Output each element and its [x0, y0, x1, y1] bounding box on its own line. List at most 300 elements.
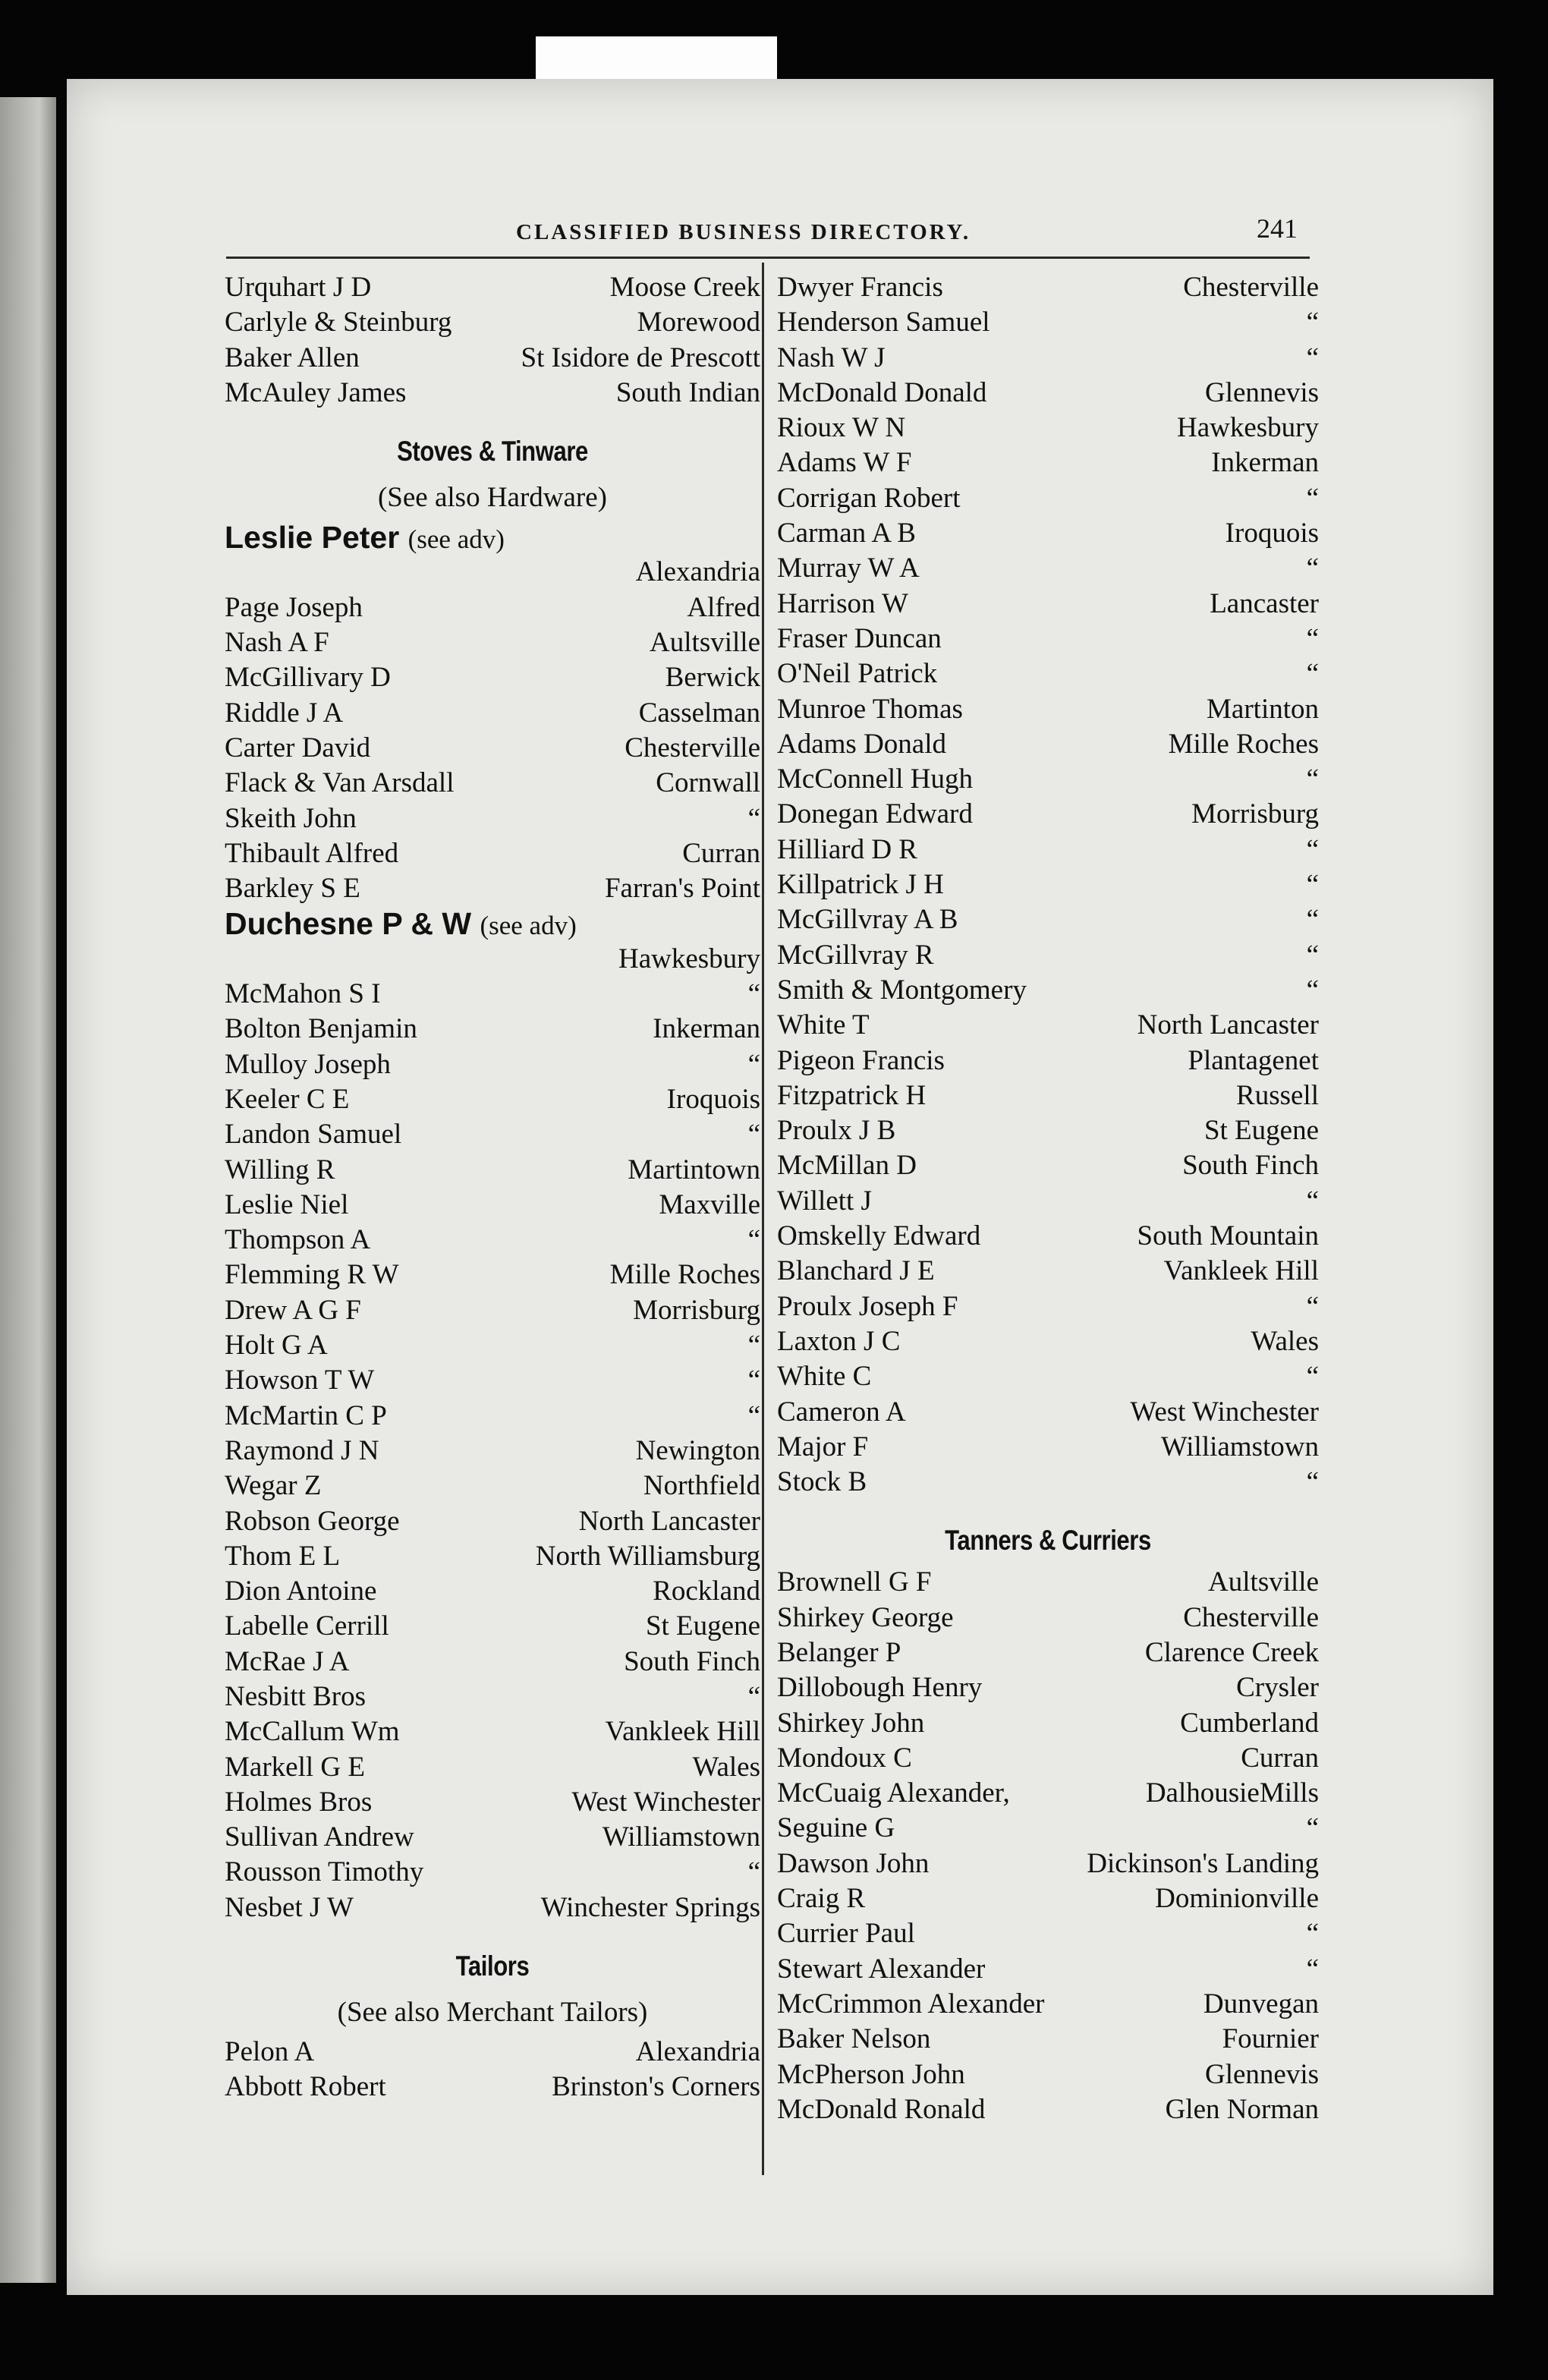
directory-entry [777, 1219, 1319, 1254]
entry-name: Sullivan Andrew [225, 1821, 414, 1853]
entry-place: Aultsville [650, 627, 760, 659]
entry-place: Curran [1241, 1742, 1319, 1774]
entry-place: Farran's Point [604, 873, 760, 905]
entry-place: Maxville [659, 1188, 760, 1220]
entry-name: McGillvray A B [777, 904, 958, 936]
entry-place: Mille Roches [609, 1259, 760, 1291]
entry-place: Cornwall [656, 767, 760, 799]
entry-name: Flemming R W [225, 1259, 399, 1291]
directory-entry [777, 762, 1319, 797]
entry-name: Mulloy Joseph [225, 1048, 391, 1080]
entry-place: Fournier [1222, 2023, 1319, 2055]
entry-place: Dunvegan [1203, 1988, 1319, 2020]
entry-name: Willett J [777, 1185, 872, 1217]
entry-place: Morrisburg [633, 1294, 760, 1326]
entry-name: Abbott Robert [225, 2071, 386, 2103]
entry-name: Carman A B [777, 518, 916, 549]
entry-name: McGillvray R [777, 939, 934, 971]
directory-entry [225, 1714, 760, 1749]
directory-entry [777, 516, 1319, 551]
entry-name: Henderson Samuel [777, 307, 990, 338]
entry-place: West Winchester [1130, 1396, 1319, 1428]
entry-place: Hawkesbury [618, 943, 760, 974]
entry-name: McMartin C P [225, 1399, 387, 1431]
entry-name: Dwyer Francis [777, 272, 943, 303]
directory-entry [777, 411, 1319, 445]
entry-name: Mondoux C [777, 1742, 912, 1774]
entry-place: Inkerman [653, 1013, 760, 1045]
entry-name: Pelon A [225, 2036, 315, 2068]
tanners-entries [777, 1565, 1319, 2127]
entry-name: McConnell Hugh [777, 763, 973, 795]
directory-entry [225, 871, 760, 906]
entry-place: “ [1306, 658, 1319, 690]
directory-entry [225, 1153, 760, 1188]
directory-entry [225, 1680, 760, 1714]
entry-name: Carter David [225, 732, 371, 763]
entry-place: “ [1306, 1953, 1319, 1985]
entry-place: Curran [682, 837, 760, 869]
entry-place: North Williamsburg [535, 1540, 760, 1572]
tailors-entries [225, 2035, 760, 2105]
entry-name: McCuaig Alexander, [777, 1777, 1010, 1809]
entry-place: St Isidore de Prescott [521, 342, 760, 373]
directory-entry [225, 1293, 760, 1328]
directory-entry [777, 797, 1319, 832]
entry-place: West Winchester [571, 1786, 760, 1818]
entry-name: Laxton J C [777, 1325, 901, 1357]
directory-entry [225, 1012, 760, 1047]
directory-entry [225, 2035, 760, 2070]
entry-name: Cameron A [777, 1396, 906, 1428]
entry-name: White T [777, 1009, 870, 1041]
section-heading-tailors: Tailors [455, 1950, 530, 1982]
entry-name: Pigeon Francis [777, 1044, 945, 1076]
entry-place: “ [1306, 1918, 1319, 1950]
entry-place: Glen Norman [1165, 2093, 1319, 2125]
entry-place: North Lancaster [578, 1505, 760, 1537]
entry-name: Duchesne P & W [225, 906, 472, 942]
tailors-continued [777, 270, 1319, 1500]
directory-entry [777, 1289, 1319, 1324]
entry-name: Nesbet J W [225, 1891, 354, 1923]
directory-entry [225, 1574, 760, 1609]
entry-place: “ [1306, 939, 1319, 971]
entry-place: Brinston's Corners [552, 2071, 760, 2103]
entry-place: Rockland [653, 1576, 760, 1607]
see-also-hardware: (See also Hardware) [377, 482, 608, 514]
directory-entry [777, 1846, 1319, 1881]
entry-name: Nash W J [777, 342, 886, 373]
directory-entry [777, 551, 1319, 586]
entry-name: Baker Nelson [777, 2023, 931, 2055]
entry-place: “ [747, 1048, 760, 1080]
entry-place: North Lancaster [1137, 1009, 1319, 1041]
entry-name: Fitzpatrick H [777, 1079, 927, 1111]
entry-name: Harrison W [777, 587, 908, 619]
directory-entry [777, 727, 1319, 762]
see-also-merchant-tailors: (See also Merchant Tailors) [337, 1997, 648, 2029]
entry-leslie-peter [225, 520, 760, 555]
entry-name: McGillivary D [225, 662, 391, 694]
directory-entry [777, 656, 1319, 691]
directory-entry [777, 587, 1319, 622]
entry-name: Murray W A [777, 552, 920, 584]
entry-name: Flack & Van Arsdall [225, 767, 455, 799]
directory-entry [777, 2057, 1319, 2092]
directory-entry [777, 1430, 1319, 1465]
entry-place: Casselman [638, 697, 760, 729]
entry-name: Dawson John [777, 1847, 930, 1879]
entry-name: Barkley S E [225, 873, 360, 905]
directory-entry [225, 1117, 760, 1152]
entry-place: Chesterville [625, 732, 760, 763]
directory-entry [777, 445, 1319, 480]
entry-place: “ [1306, 1812, 1319, 1844]
entry-place: Chesterville [1183, 272, 1319, 303]
entry-place: DalhousieMills [1145, 1777, 1319, 1809]
header-rule [226, 257, 1310, 259]
directory-entry [777, 1184, 1319, 1219]
directory-entry [225, 696, 760, 731]
directory-entry [777, 1565, 1319, 1600]
entry-name: Thom E L [225, 1540, 341, 1572]
directory-entry [225, 1890, 760, 1925]
entry-place: “ [1306, 763, 1319, 795]
directory-entry [777, 1987, 1319, 2022]
directory-entry [777, 938, 1319, 973]
entry-name: Riddle J A [225, 697, 344, 729]
entry-place: “ [1306, 1290, 1319, 1322]
entry-name: Shirkey George [777, 1601, 954, 1633]
entry-name: Carlyle & Steinburg [225, 307, 452, 338]
entry-place: “ [1306, 833, 1319, 865]
entry-name: Wegar Z [225, 1470, 322, 1502]
directory-entry [225, 1363, 760, 1398]
directory-entry [777, 2022, 1319, 2057]
directory-entry [777, 1881, 1319, 1916]
entry-place: Lancaster [1210, 587, 1319, 619]
entry-place: “ [747, 1399, 760, 1431]
directory-entry [225, 766, 760, 801]
entry-name: Rousson Timothy [225, 1856, 424, 1888]
entry-name: Omskelly Edward [777, 1220, 981, 1252]
entry-place: “ [1306, 307, 1319, 338]
directory-entry [777, 2092, 1319, 2127]
directory-entry [777, 973, 1319, 1008]
entry-place: Dickinson's Landing [1087, 1847, 1319, 1879]
directory-entry [777, 1670, 1319, 1705]
entry-name: Proulx J B [777, 1115, 896, 1147]
entry-place: Morewood [637, 307, 760, 338]
entry-place: Cumberland [1180, 1707, 1319, 1739]
directory-entry [777, 376, 1319, 411]
directory-entry [777, 1776, 1319, 1811]
entry-name: Labelle Cerrill [225, 1610, 389, 1642]
entry-place: “ [747, 802, 760, 834]
entry-place: “ [747, 1365, 760, 1396]
entry-place: Hawkesbury [1176, 412, 1319, 444]
entry-place: Berwick [665, 662, 760, 694]
entry-place: St Eugene [1203, 1115, 1319, 1147]
entry-place: South Mountain [1137, 1220, 1319, 1252]
entry-place: Alexandria [635, 2036, 760, 2068]
directory-entry [225, 2070, 760, 2105]
entry-name: McAuley James [225, 376, 407, 408]
directory-entry [777, 1359, 1319, 1394]
entry-name: Leslie Peter [225, 520, 400, 556]
entry-place: Newington [635, 1434, 760, 1466]
directory-entry [777, 1601, 1319, 1635]
entry-name: Nesbitt Bros [225, 1680, 367, 1712]
entry-place: “ [1306, 622, 1319, 654]
entry-place: “ [1306, 342, 1319, 373]
running-head: CLASSIFIED BUSINESS DIRECTORY. [516, 220, 971, 244]
directory-entry [777, 1148, 1319, 1183]
right-column [777, 270, 1319, 2127]
entry-place: Clarence Creek [1144, 1636, 1319, 1668]
directory-entry [225, 1047, 760, 1082]
paper-tab [536, 36, 777, 79]
entry-name: Bolton Benjamin [225, 1013, 417, 1045]
entry-place: “ [1306, 482, 1319, 514]
directory-entry [225, 977, 760, 1012]
top-entries [225, 270, 760, 411]
directory-entry [777, 1741, 1319, 1776]
entry-place: Vankleek Hill [1163, 1255, 1319, 1287]
directory-entry [225, 836, 760, 871]
directory-entry [777, 902, 1319, 937]
entry-place: Martintown [628, 1154, 760, 1185]
entry-name: Brownell G F [777, 1566, 932, 1598]
entry-name: McMahon S I [225, 978, 381, 1010]
entry-name: Page Joseph [225, 591, 363, 623]
section-heading-stoves: Stoves & Tinware [397, 436, 588, 468]
entry-place: Alfred [687, 591, 760, 623]
directory-entry [777, 1324, 1319, 1359]
facing-page-edge [0, 97, 56, 2283]
directory-entry [225, 1504, 760, 1539]
entry-place: Northfield [643, 1470, 760, 1502]
entry-place: “ [747, 1119, 760, 1151]
entry-place: “ [1306, 1185, 1319, 1217]
directory-entry [777, 1706, 1319, 1741]
directory-entry [225, 660, 760, 695]
directory-entry [225, 1328, 760, 1363]
entry-name: Robson George [225, 1505, 400, 1537]
entry-name: Thompson A [225, 1224, 371, 1256]
entry-place: “ [1306, 869, 1319, 901]
entry-place: Inkerman [1211, 447, 1319, 479]
see-adv-note: (see adv) [480, 911, 577, 941]
entry-name: Killpatrick J H [777, 869, 944, 901]
directory-entry [777, 1113, 1319, 1148]
entry-place: Russell [1236, 1079, 1319, 1111]
entry-place: Williamstown [602, 1821, 760, 1853]
entry-name: McRae J A [225, 1645, 350, 1677]
entry-name: Major F [777, 1431, 869, 1462]
entry-place: St Eugene [645, 1610, 760, 1642]
entry-name: Holt G A [225, 1330, 328, 1362]
entry-place: South Finch [624, 1645, 760, 1677]
entry-name: Seguine G [777, 1812, 895, 1844]
entry-name: McDonald Ronald [777, 2093, 986, 2125]
directory-entry [777, 1078, 1319, 1113]
directory-entry [225, 1645, 760, 1680]
entry-place: Moose Creek [609, 272, 760, 303]
see-adv-note: (see adv) [407, 524, 505, 555]
entry-place: Wales [692, 1751, 760, 1783]
directory-entry [777, 1044, 1319, 1078]
entry-name: Stock B [777, 1466, 867, 1498]
entry-name: Hilliard D R [777, 833, 917, 865]
entry-place: “ [747, 1680, 760, 1712]
directory-entry [225, 590, 760, 625]
directory-entry [225, 270, 760, 305]
entry-name: Landon Samuel [225, 1119, 402, 1151]
directory-entry [225, 1855, 760, 1890]
entry-place: “ [1306, 974, 1319, 1006]
page-number: 241 [1257, 213, 1298, 244]
directory-entry [777, 833, 1319, 867]
directory-entry [225, 1785, 760, 1820]
entry-name: Skeith John [225, 802, 357, 834]
directory-entry [225, 1539, 760, 1574]
entry-name: Rioux W N [777, 412, 906, 444]
directory-entry [225, 1223, 760, 1258]
entry-name: White C [777, 1361, 872, 1393]
entry-name: Leslie Niel [225, 1188, 349, 1220]
entry-name: Proulx Joseph F [777, 1290, 958, 1322]
entry-place: Glennevis [1204, 2058, 1319, 2090]
entry-name: Thibault Alfred [225, 837, 399, 869]
section-heading-tanners: Tanners & Curriers [945, 1525, 1151, 1557]
entry-name: Raymond J N [225, 1434, 379, 1466]
entry-name: McPherson John [777, 2058, 965, 2090]
entry-name: Willing R [225, 1154, 335, 1185]
entry-name: O'Neil Patrick [777, 658, 938, 690]
directory-entry [225, 376, 760, 411]
directory-entry [777, 867, 1319, 902]
entry-place: Crysler [1236, 1672, 1319, 1704]
entry-place: “ [747, 1224, 760, 1256]
entry-place: “ [1306, 1361, 1319, 1393]
entry-name: Nash A F [225, 627, 329, 659]
entry-name: Munroe Thomas [777, 693, 963, 725]
directory-entry [225, 1188, 760, 1223]
entry-place: Vankleek Hill [605, 1716, 760, 1748]
entry-name: Donegan Edward [777, 798, 973, 830]
entry-name: McMillan D [777, 1150, 917, 1182]
entry-name: Belanger P [777, 1636, 901, 1668]
left-column [225, 270, 760, 2105]
directory-entry [777, 1465, 1319, 1500]
entry-name: Markell G E [225, 1751, 365, 1783]
directory-entry [225, 1082, 760, 1117]
directory-entry [777, 1008, 1319, 1043]
entry-place: Plantagenet [1188, 1044, 1319, 1076]
entry-place: “ [747, 978, 760, 1010]
entry-name: Adams Donald [777, 728, 946, 760]
entry-place: Glennevis [1204, 376, 1319, 408]
directory-entry [225, 1609, 760, 1644]
entry-place: Morrisburg [1191, 798, 1319, 830]
entry-place: “ [747, 1856, 760, 1888]
entry-place: Chesterville [1183, 1601, 1319, 1633]
column-divider [762, 263, 764, 2175]
entry-name: McDonald Donald [777, 376, 987, 408]
entry-name: Smith & Montgomery [777, 974, 1027, 1006]
directory-entry [777, 1635, 1319, 1670]
entry-place: Iroquois [666, 1083, 760, 1115]
directory-entry [777, 1952, 1319, 1987]
directory-entry [777, 270, 1319, 305]
stoves-entries-b [225, 977, 760, 1925]
directory-entry [777, 1254, 1319, 1289]
directory-entry [225, 305, 760, 340]
entry-name: Craig R [777, 1883, 866, 1915]
stoves-entries-a [225, 590, 760, 907]
entry-place: Martinton [1207, 693, 1319, 725]
entry-place: Aultsville [1208, 1566, 1319, 1598]
directory-entry [777, 692, 1319, 727]
directory-entry [225, 341, 760, 376]
entry-name: Holmes Bros [225, 1786, 373, 1818]
entry-name: Shirkey John [777, 1707, 925, 1739]
entry-place: Iroquois [1225, 518, 1319, 549]
entry-name: McCallum Wm [225, 1716, 400, 1748]
directory-entry [777, 305, 1319, 340]
directory-entry [777, 1395, 1319, 1430]
directory-entry [777, 341, 1319, 376]
directory-entry [777, 481, 1319, 516]
entry-name: Stewart Alexander [777, 1953, 986, 1985]
entry-name: Howson T W [225, 1365, 375, 1396]
entry-place: “ [1306, 904, 1319, 936]
entry-place: Dominionville [1155, 1883, 1319, 1915]
entry-name: Baker Allen [225, 342, 360, 373]
directory-entry [225, 1469, 760, 1503]
directory-entry [225, 1434, 760, 1469]
directory-entry [225, 1820, 760, 1855]
directory-entry [225, 1750, 760, 1785]
entry-name: Dillobough Henry [777, 1672, 983, 1704]
directory-entry [225, 1258, 760, 1292]
entry-place: “ [747, 1330, 760, 1362]
entry-name: Fraser Duncan [777, 622, 942, 654]
directory-entry [777, 1811, 1319, 1846]
entry-place: South Finch [1182, 1150, 1319, 1182]
entry-place: “ [1306, 1466, 1319, 1498]
directory-entry [225, 731, 760, 766]
entry-place: South Indian [615, 376, 760, 408]
entry-name: Dion Antoine [225, 1576, 377, 1607]
directory-entry [777, 622, 1319, 656]
directory-entry [225, 625, 760, 660]
entry-place: Mille Roches [1168, 728, 1319, 760]
directory-entry [225, 1399, 760, 1434]
entry-name: Corrigan Robert [777, 482, 961, 514]
directory-entry [777, 1916, 1319, 1951]
entry-place: Williamstown [1160, 1431, 1319, 1462]
entry-name: Adams W F [777, 447, 912, 479]
entry-name: Urquhart J D [225, 272, 372, 303]
entry-place: Alexandria [635, 556, 760, 588]
entry-name: Drew A G F [225, 1294, 361, 1326]
entry-name: Blanchard J E [777, 1255, 935, 1287]
entry-name: Keeler C E [225, 1083, 350, 1115]
entry-place: “ [1306, 552, 1319, 584]
